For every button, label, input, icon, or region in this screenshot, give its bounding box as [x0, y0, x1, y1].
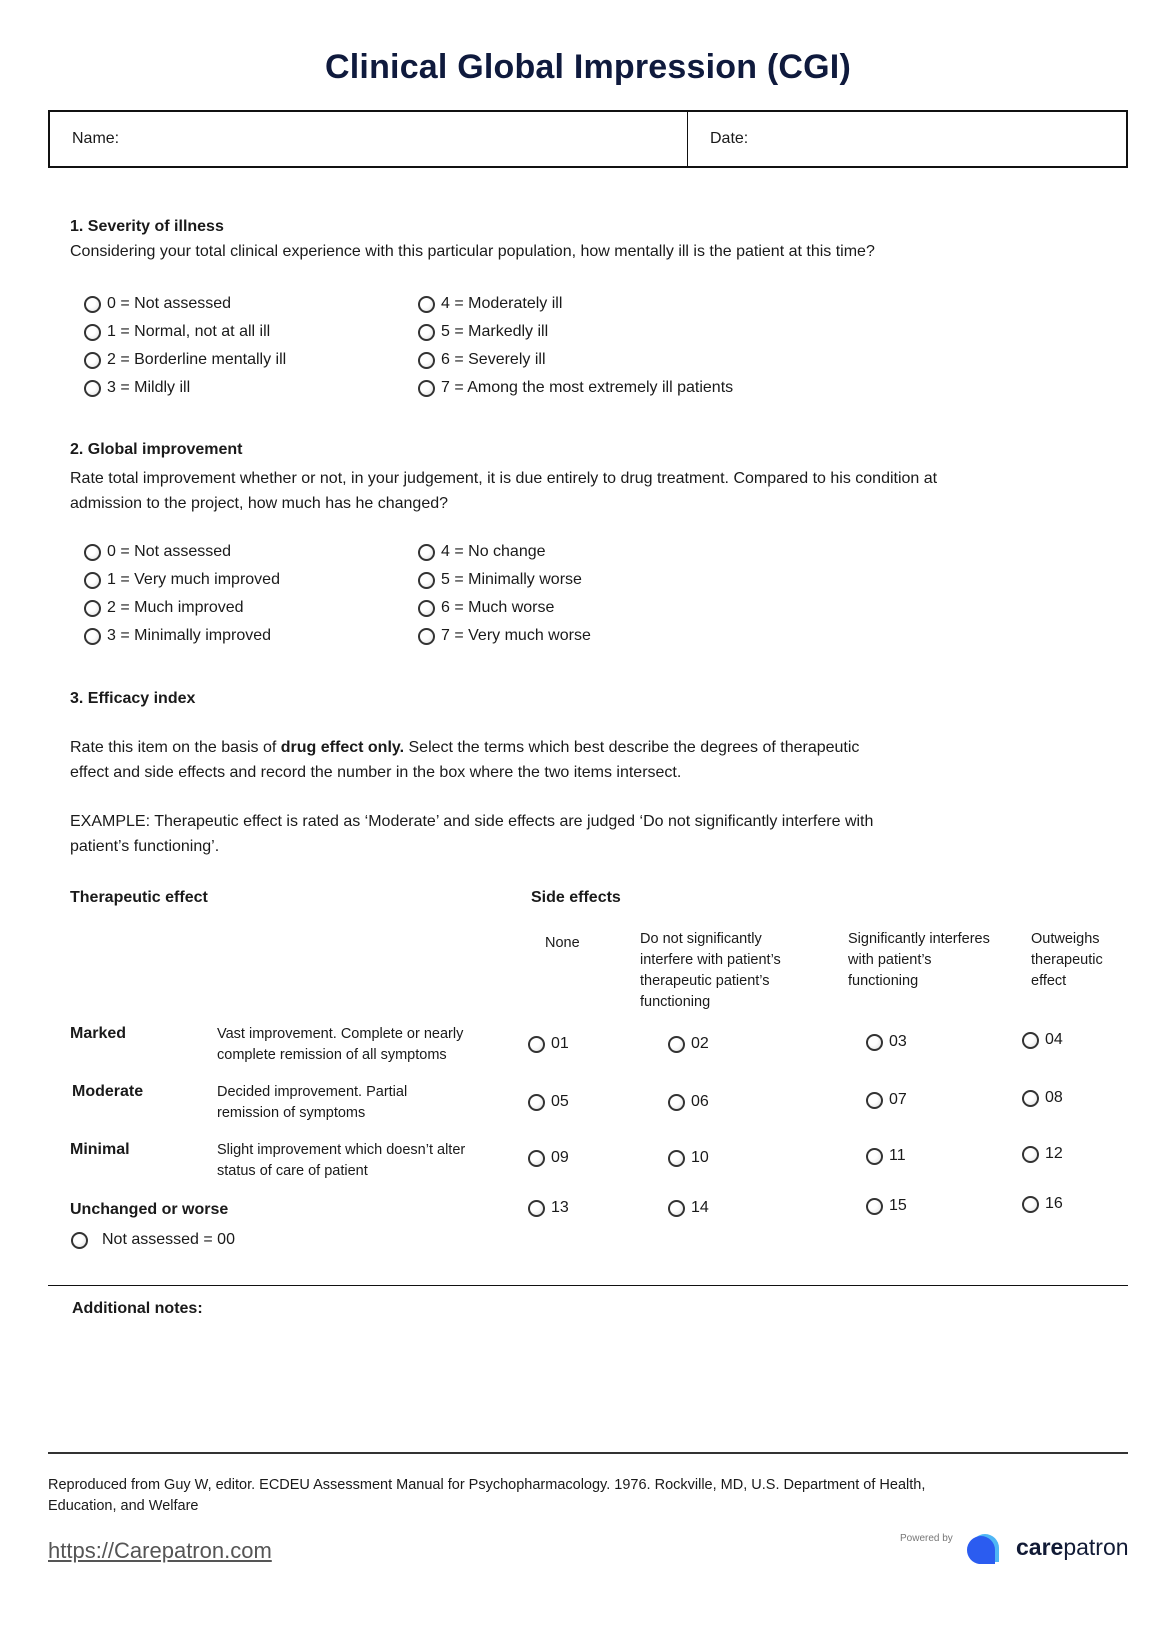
severity-option[interactable]: 5 = Markedly ill: [418, 318, 733, 346]
improvement-options-left: [84, 538, 280, 650]
efficacy-option[interactable]: 11: [866, 1147, 906, 1165]
patient-header-box: [48, 110, 1128, 168]
severity-option[interactable]: 0 = Not assessed: [84, 290, 286, 318]
column-header-outweighs: Outweighs therapeutic effect: [1031, 931, 1103, 989]
date-label: Date:: [710, 130, 749, 147]
severity-option[interactable]: 7 = Among the most extremely ill patients: [418, 374, 733, 402]
side-effects-label: Side effects: [531, 889, 621, 906]
radio-icon[interactable]: [84, 600, 101, 617]
not-assessed-option[interactable]: Not assessed = 00: [71, 1231, 235, 1249]
citation-line-2: Education, and Welfare: [48, 1498, 199, 1514]
severity-option[interactable]: 2 = Borderline mentally ill: [84, 346, 286, 374]
row-desc-marked: Vast improvement. Complete or nearly complete remission of all symptoms: [217, 1026, 464, 1063]
row-label-marked: Marked: [70, 1025, 127, 1042]
radio-icon[interactable]: [84, 544, 101, 561]
efficacy-option[interactable]: 05: [528, 1093, 569, 1111]
section-severity-question: Considering your total clinical experience with this particular population, how mentally ill is the patient at this time?: [70, 243, 875, 260]
section-improvement-question-1: Rate total improvement whether or not, in your judgement, it is due entirely to drug treatment. Compared to his condition at: [70, 470, 938, 487]
row-label-minimal: Minimal: [70, 1141, 130, 1158]
radio-icon[interactable]: [1022, 1032, 1039, 1049]
radio-icon[interactable]: [866, 1198, 883, 1215]
radio-icon[interactable]: [668, 1036, 685, 1053]
radio-icon[interactable]: [418, 324, 435, 341]
efficacy-option[interactable]: 02: [668, 1035, 709, 1053]
severity-option[interactable]: 1 = Normal, not at all ill: [84, 318, 286, 346]
divider: [48, 1285, 1128, 1286]
section-efficacy-title: 3. Efficacy index: [70, 690, 196, 707]
carepatron-logo-icon: [965, 1532, 1013, 1566]
divider: [48, 1452, 1128, 1454]
efficacy-option[interactable]: 10: [668, 1149, 709, 1167]
citation-line-1: Reproduced from Guy W, editor. ECDEU Assessment Manual for Psychopharmacology. 1976. Rockville, MD, U.S. Department of Health,: [48, 1477, 926, 1493]
efficacy-option[interactable]: 04: [1022, 1031, 1063, 1049]
radio-icon[interactable]: [84, 296, 101, 313]
radio-icon[interactable]: [668, 1200, 685, 1217]
therapeutic-effect-label: Therapeutic effect: [70, 889, 208, 906]
name-label: Name:: [72, 130, 120, 147]
efficacy-option[interactable]: 01: [528, 1035, 569, 1053]
severity-options-left: [84, 290, 286, 402]
carepatron-wordmark: carepatron: [1016, 1534, 1129, 1560]
column-header-significant: Significantly interferes with patient’s functioning: [848, 931, 990, 989]
row-desc-moderate: Decided improvement. Partial remission of symptoms: [217, 1084, 408, 1121]
radio-icon[interactable]: [1022, 1090, 1039, 1107]
powered-by-label: Powered by: [900, 1533, 953, 1544]
additional-notes-label: Additional notes:: [72, 1300, 203, 1317]
name-field[interactable]: [50, 112, 688, 166]
radio-icon[interactable]: [418, 296, 435, 313]
radio-icon[interactable]: [528, 1094, 545, 1111]
radio-icon[interactable]: [71, 1232, 88, 1249]
radio-icon[interactable]: [866, 1034, 883, 1051]
radio-icon[interactable]: [866, 1092, 883, 1109]
efficacy-example-2: patient’s functioning’.: [70, 838, 220, 855]
efficacy-option[interactable]: 08: [1022, 1089, 1063, 1107]
row-desc-minimal: Slight improvement which doesn’t alter status of care of patient: [217, 1142, 466, 1179]
efficacy-option[interactable]: 16: [1022, 1195, 1063, 1213]
radio-icon[interactable]: [418, 380, 435, 397]
page-title: Clinical Global Impression (CGI): [325, 48, 851, 86]
row-label-unchanged: Unchanged or worse: [70, 1201, 229, 1218]
efficacy-option[interactable]: 03: [866, 1033, 907, 1051]
radio-icon[interactable]: [866, 1148, 883, 1165]
radio-icon[interactable]: [84, 324, 101, 341]
carepatron-link[interactable]: https://Carepatron.com: [48, 1538, 272, 1563]
radio-icon[interactable]: [668, 1150, 685, 1167]
radio-icon[interactable]: [84, 628, 101, 645]
section-improvement-title: 2. Global improvement: [70, 441, 243, 458]
efficacy-option[interactable]: 14: [668, 1199, 709, 1217]
column-header-none: None: [545, 935, 580, 951]
radio-icon[interactable]: [84, 572, 101, 589]
radio-icon[interactable]: [418, 352, 435, 369]
improvement-option[interactable]: 5 = Minimally worse: [418, 566, 591, 594]
improvement-option[interactable]: 4 = No change: [418, 538, 591, 566]
improvement-option[interactable]: 7 = Very much worse: [418, 622, 591, 650]
column-header-no-interference: Do not significantly interfere with patient’s therapeutic patient’s functioning: [640, 931, 781, 1010]
severity-option[interactable]: 3 = Mildly ill: [84, 374, 286, 402]
severity-options-right: [418, 290, 733, 402]
efficacy-option[interactable]: 15: [866, 1197, 907, 1215]
efficacy-option[interactable]: 13: [528, 1199, 569, 1217]
efficacy-option[interactable]: 12: [1022, 1145, 1063, 1163]
efficacy-option[interactable]: 06: [668, 1093, 709, 1111]
improvement-option[interactable]: 1 = Very much improved: [84, 566, 280, 594]
improvement-option[interactable]: 0 = Not assessed: [84, 538, 280, 566]
row-label-moderate: Moderate: [72, 1083, 144, 1100]
radio-icon[interactable]: [528, 1200, 545, 1217]
radio-icon[interactable]: [418, 572, 435, 589]
radio-icon[interactable]: [84, 352, 101, 369]
radio-icon[interactable]: [1022, 1196, 1039, 1213]
improvement-option[interactable]: 6 = Much worse: [418, 594, 591, 622]
date-field[interactable]: [688, 112, 1126, 166]
radio-icon[interactable]: [528, 1150, 545, 1167]
efficacy-option[interactable]: 07: [866, 1091, 907, 1109]
radio-icon[interactable]: [418, 600, 435, 617]
improvement-option[interactable]: 3 = Minimally improved: [84, 622, 280, 650]
section-improvement-question-2: admission to the project, how much has he changed?: [70, 495, 449, 512]
efficacy-option[interactable]: 09: [528, 1149, 569, 1167]
radio-icon[interactable]: [418, 544, 435, 561]
section-severity-title: 1. Severity of illness: [70, 218, 224, 235]
efficacy-example-1: EXAMPLE: Therapeutic effect is rated as ‘Moderate’ and side effects are judged ‘Do not significantly interfere with: [70, 813, 874, 830]
efficacy-instructions-1: Rate this item on the basis of drug effect only. Select the terms which best describe the degrees of therapeutic: [70, 739, 860, 756]
improvement-options-right: [418, 538, 591, 650]
radio-icon[interactable]: [668, 1094, 685, 1111]
radio-icon[interactable]: [418, 628, 435, 645]
radio-icon[interactable]: [84, 380, 101, 397]
improvement-option[interactable]: 2 = Much improved: [84, 594, 280, 622]
severity-option[interactable]: 4 = Moderately ill: [418, 290, 733, 318]
additional-notes-area[interactable]: [48, 1325, 1128, 1440]
radio-icon[interactable]: [528, 1036, 545, 1053]
efficacy-instructions-2: effect and side effects and record the number in the box where the two items intersect.: [70, 764, 682, 781]
severity-option[interactable]: 6 = Severely ill: [418, 346, 733, 374]
radio-icon[interactable]: [1022, 1146, 1039, 1163]
